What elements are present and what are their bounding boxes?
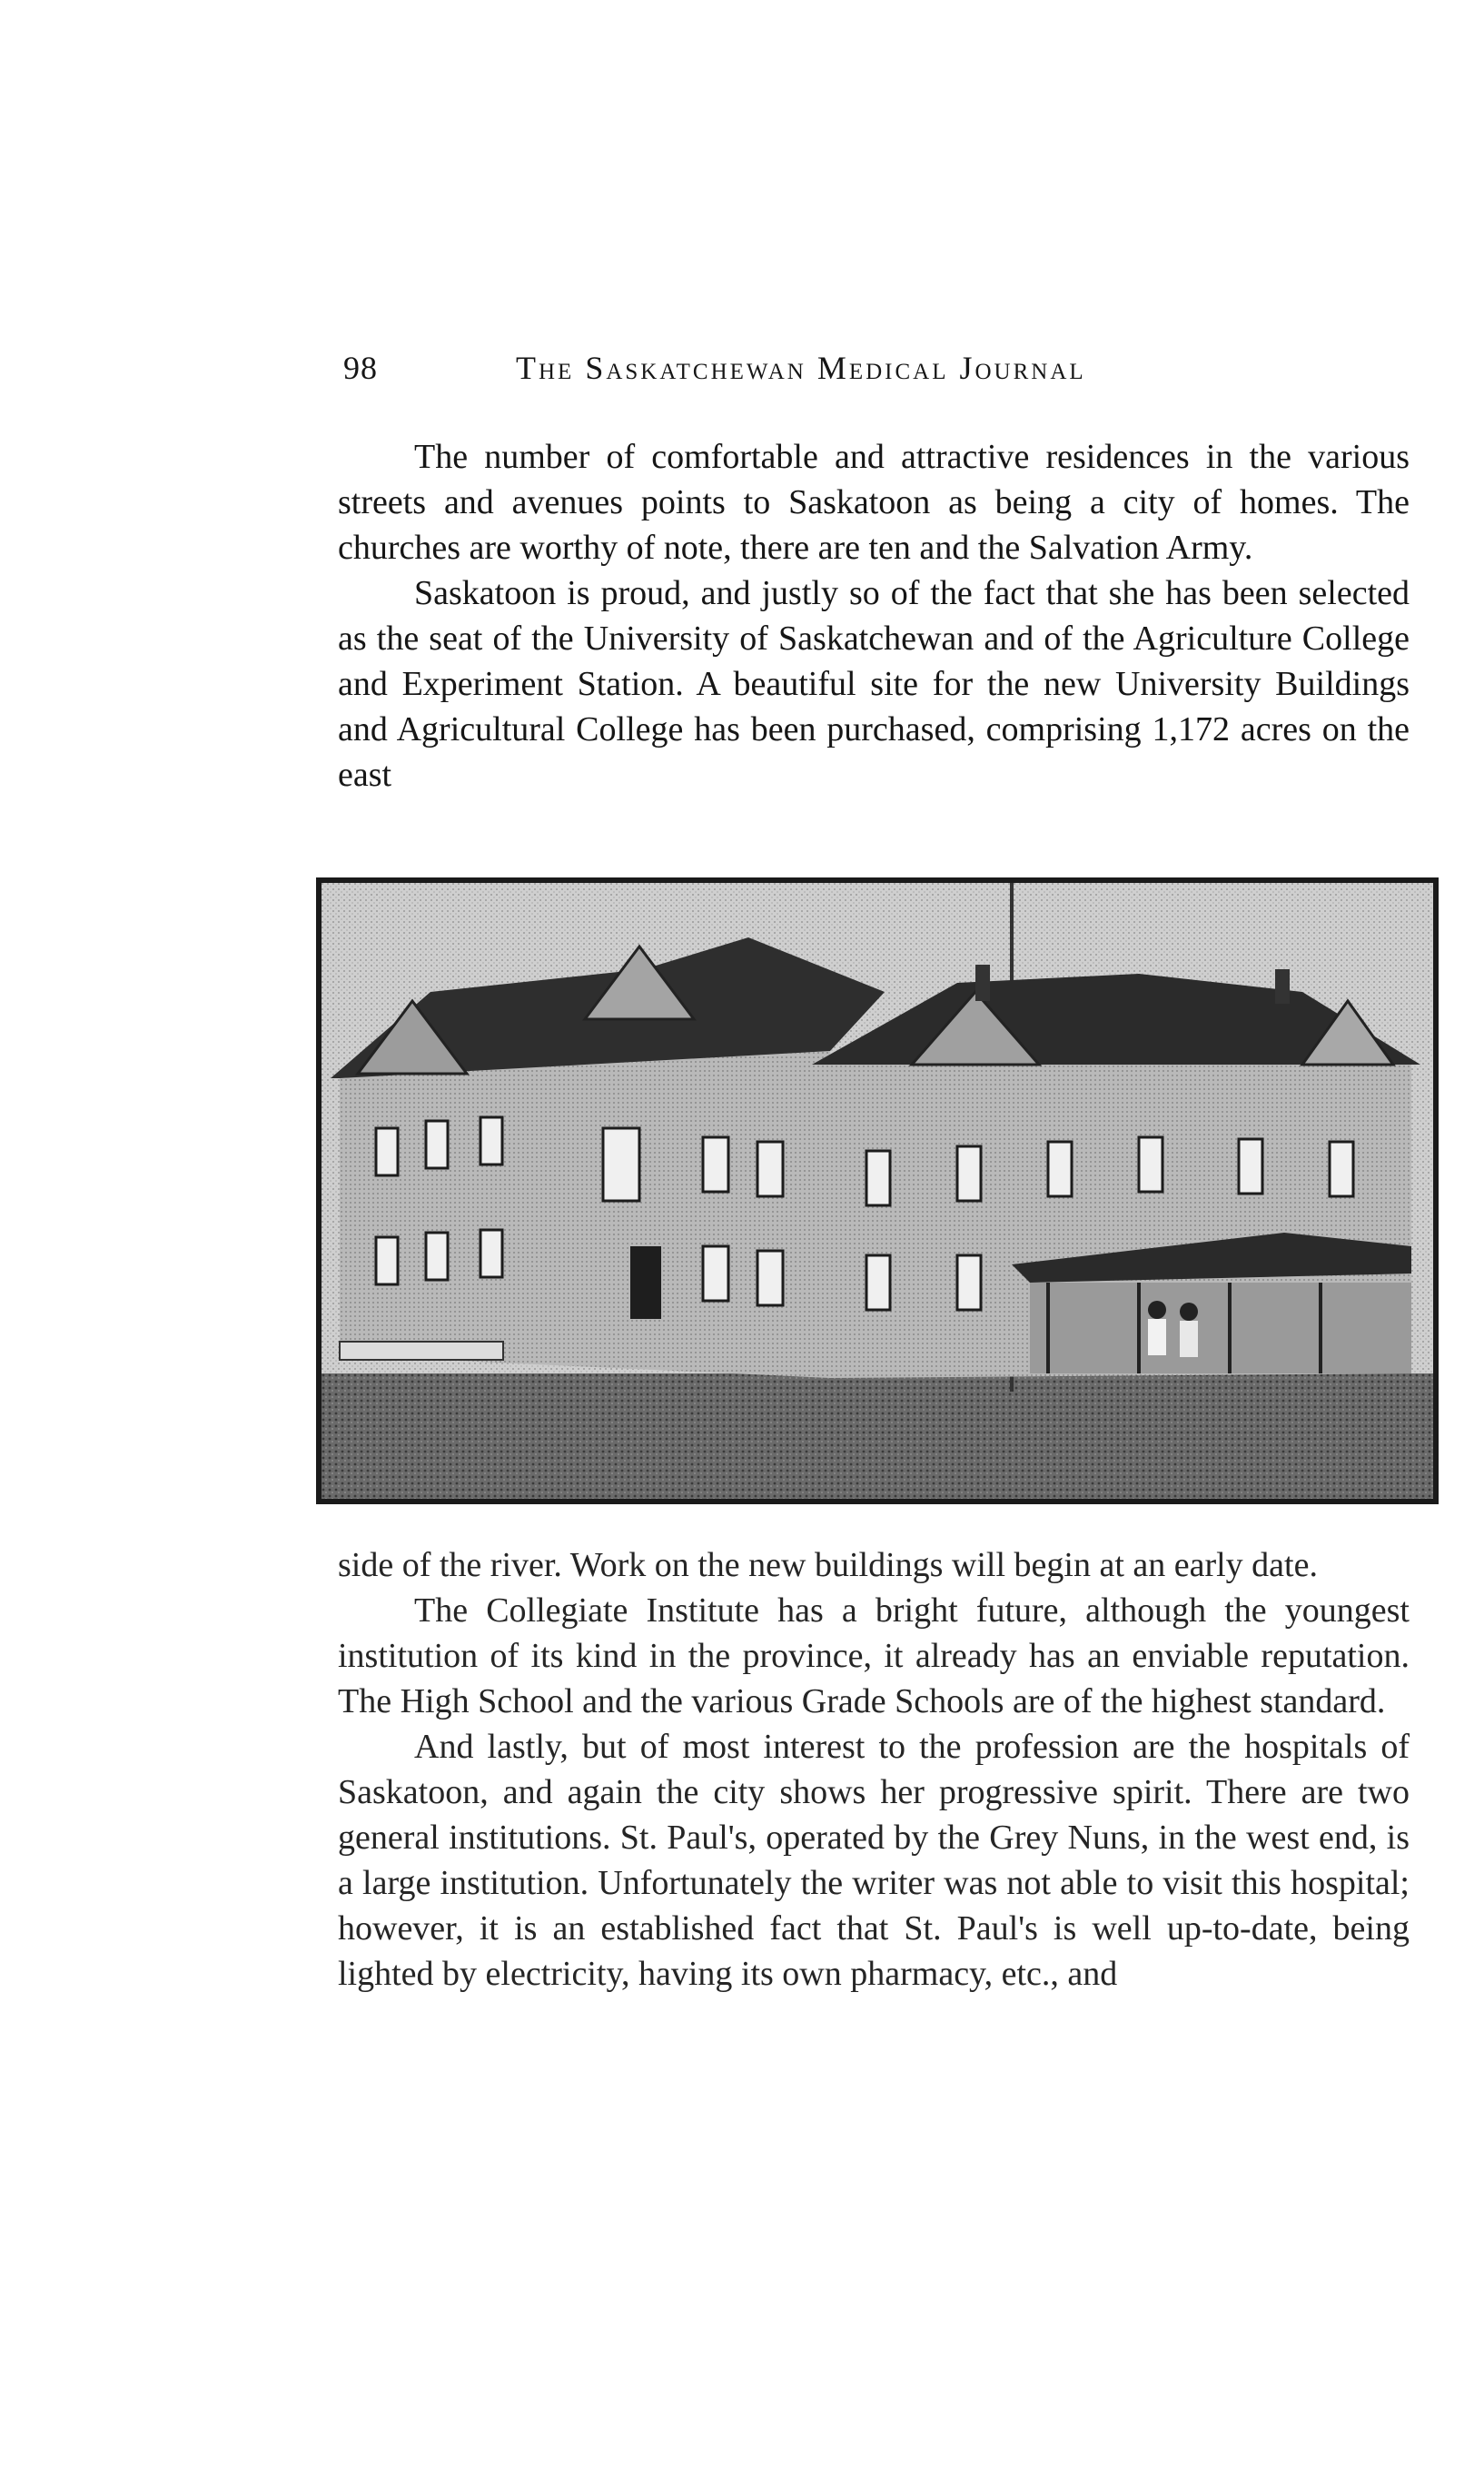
paragraph: Saskatoon is proud, and justly so of the fact that she has been selected as the seat of the University of Saskatchewan and of the Agriculture College and Experiment Station. A beautiful site for the new University Buildings and Agricultural College has been purchased, comprising 1,172 acres on the east: [338, 574, 1410, 794]
page-number: 98: [343, 350, 378, 386]
paragraph: The Collegiate Institute has a bright future, although the youngest institution of its kind in the province, it already has an enviable reputation. The High School and the various Grade Schools are of the highest standard.: [338, 1591, 1410, 1720]
hospital-building-illustration: [322, 883, 1433, 1499]
hospital-building-photo: [316, 877, 1439, 1504]
running-head: [343, 349, 1415, 403]
text-block-top: [338, 434, 1410, 798]
paragraph: side of the river. Work on the new buildings will begin at an early date.: [338, 1546, 1318, 1584]
paragraph: And lastly, but of most interest to the profession are the hospitals of Saskatoon, and again the city shows her progressive spirit. There are two general institutions. St. Paul's, operated by the Grey Nuns, in the west end, is a large institution. Unfortunately the writer was not able to visit this hospital; however, it is an established fact that St. Paul's is well up-to-date, being lighted by electricity, having its own pharmacy, etc., and: [338, 1728, 1410, 1993]
paragraph: The number of comfortable and attractive residences in the various streets and avenues points to Saskatoon as being a city of homes. The churches are worthy of note, there are ten and the Salvation Army.: [338, 438, 1410, 567]
journal-title: The Saskatchewan Medical Journal: [516, 350, 1086, 386]
text-block-bottom: [338, 1542, 1410, 1997]
